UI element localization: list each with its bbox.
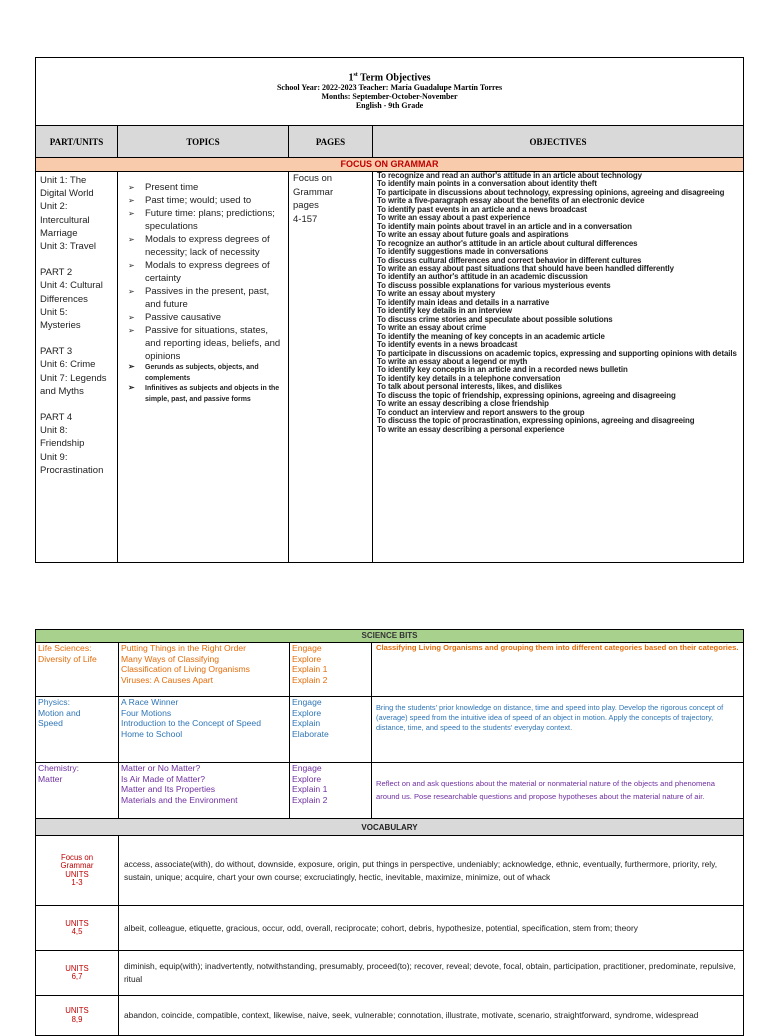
objective-item: To talk about personal interests, likes, and dislikes: [377, 382, 562, 392]
column-header-pages: PAGES: [289, 126, 373, 158]
science-row: [36, 763, 744, 819]
course-line: English - 9th Grade: [355, 101, 424, 111]
grammar-objectives-list: [373, 172, 744, 563]
unit-line: Intercultural: [40, 214, 90, 226]
vocabulary-words: access, associate(with), do without, downside, exposure, origin, put things in perspective, undeniably; acknowledge, ethnic, eventually, furthermore, priority, rely, sustain, unique; acquire, chart your own course; excruciatingly, hectic, inevitable, maximize, minimize, out of whack: [119, 836, 744, 906]
science-row: [36, 697, 744, 763]
vocabulary-label-line: 1-3: [71, 878, 83, 887]
vocabulary-row: [36, 906, 744, 951]
document-title-block: [36, 58, 744, 126]
pages-line: 4-157: [293, 213, 318, 225]
topics-list: [118, 172, 289, 563]
objective-item: To identify main ideas and details in a narrative: [377, 297, 550, 307]
unit-line: Unit 2:: [40, 201, 68, 213]
science-topic: Introduction to the Concept of Speed: [121, 718, 261, 729]
vocabulary-label-line: 4,5: [71, 927, 83, 936]
unit-line: Procrastination: [40, 464, 104, 476]
unit-line: PART 3: [40, 346, 73, 358]
objective-item: To write an essay describing a personal experience: [377, 424, 565, 434]
objective-item: To identify events in a news broadcast: [377, 340, 518, 350]
objective-item: To write an essay about mystery: [377, 289, 496, 299]
science-area: [36, 763, 119, 819]
unit-line: Unit 7: Legends: [40, 372, 107, 384]
vocabulary-label-line: Focus on: [60, 852, 94, 862]
science-stage: Explore: [292, 707, 322, 718]
pages-line: pages: [293, 200, 319, 211]
column-header-objectives: OBJECTIVES: [373, 126, 744, 158]
objective-item: To write an essay about past situations that should have been handled differently: [377, 263, 674, 273]
vocabulary-words: abandon, coincide, compatible, context, likewise, naive, seek, vulnerable; connotation, illustrate, motivate, scenario, straightforward, syndrome, widespread: [119, 996, 744, 1036]
topic-item: ➢ Gerunds as subjects, objects, and complements: [128, 363, 284, 384]
science-stage: Engage: [292, 643, 322, 653]
objective-item: To identify main points about travel in an article and in a conversation: [377, 221, 632, 231]
pages-line: Focus on: [293, 173, 333, 184]
science-vocabulary-table: [35, 629, 744, 1036]
column-header-topics: TOPICS: [118, 126, 289, 158]
units-spacer: [40, 253, 113, 266]
objective-item: To recognize an author's attitude in an article about cultural differences: [377, 238, 638, 248]
science-area: [36, 697, 119, 763]
science-row: [36, 643, 744, 697]
science-stage: Explain 2: [292, 674, 328, 685]
objective-item: To discuss the topic of friendship, expressing opinions, agreeing and disagreeing: [377, 390, 676, 400]
unit-line: and Myths: [40, 385, 84, 397]
objective-item: To discuss crime stories and speculate about possible solutions: [377, 314, 613, 324]
pages-reference: [289, 172, 373, 563]
months-line: Months: September-October-November: [321, 92, 458, 102]
unit-line: Unit 9:: [40, 451, 68, 463]
vocabulary-units-label: [36, 836, 119, 906]
objective-item: To write an essay about crime: [377, 323, 487, 333]
unit-line: PART 4: [40, 412, 73, 424]
topic-item: ➢ Passive causative: [128, 311, 284, 324]
science-topic: A Race Winner: [121, 697, 179, 707]
topic-item: ➢ Passive for situations, states, and reporting ideas, beliefs, and opinions: [128, 324, 284, 363]
objective-item: To identify key details in an interview: [377, 306, 512, 316]
objective-item: To write an essay describing a close friendship: [377, 399, 549, 409]
unit-line: Unit 1: The: [40, 175, 87, 186]
vocabulary-row: [36, 951, 744, 996]
objective-item: To conduct an interview and report answers to the group: [377, 407, 585, 417]
science-stage: Explore: [292, 653, 322, 664]
topic-item: ➢ Infinitives as subjects and objects in the simple, past, and passive forms: [128, 384, 284, 405]
vocabulary-label-line: 6,7: [71, 972, 83, 981]
science-stages: [290, 697, 372, 763]
unit-line: Unit 6: Crime: [40, 359, 96, 371]
science-topics: [119, 643, 290, 697]
science-objective: Classifying Living Organisms and grouping them into different categories based on their categories.: [372, 643, 744, 697]
science-area: [36, 643, 119, 697]
school-year-teacher: School Year: 2022-2023 Teacher: María Guadalupe Martín Torres: [276, 83, 503, 93]
column-header-part-units: PART/UNITS: [36, 126, 118, 158]
vocabulary-label-line: UNITS: [65, 869, 89, 879]
science-stage: Engage: [292, 697, 322, 707]
science-area-line: Motion and: [38, 707, 81, 718]
vocabulary-label-line: 8,9: [71, 1014, 83, 1024]
objective-item: To identify an author's attitude in an academic discussion: [377, 272, 588, 282]
science-topic: Is Air Made of Matter?: [121, 773, 206, 784]
science-topic: Many Ways of Classifying: [121, 653, 220, 664]
vocabulary-units-label: [36, 996, 119, 1036]
units-spacer: [40, 332, 113, 345]
vocabulary-row: [36, 996, 744, 1036]
science-topics: [119, 763, 290, 819]
science-topic: Matter and Its Properties: [121, 784, 216, 795]
science-topics: [119, 697, 290, 763]
section-science-bits: SCIENCE BITS: [36, 630, 744, 643]
objective-item: To write an essay about future goals and aspirations: [377, 230, 569, 240]
science-stage: Explain 1: [292, 664, 328, 675]
topic-item: ➢ Passives in the present, past, and future: [128, 285, 284, 311]
units-list: [36, 172, 118, 563]
science-stage: Engage: [292, 763, 322, 773]
unit-line: Differences: [40, 293, 88, 305]
objective-item: To identify the meaning of key concepts in an academic article: [377, 331, 605, 341]
objective-item: To participate in discussions on academic topics, expressing and supporting opinions with details: [377, 348, 737, 358]
section-focus-on-grammar: FOCUS ON GRAMMAR: [36, 158, 744, 172]
objective-item: To identify key concepts in an article and in a recorded news bulletin: [377, 365, 628, 375]
document-title: 1st Term Objectives: [348, 72, 431, 84]
vocabulary-units-label: [36, 951, 119, 996]
unit-line: Mysteries: [40, 320, 81, 332]
vocabulary-row: [36, 836, 744, 906]
vocabulary-label-line: UNITS: [65, 1006, 89, 1015]
vocabulary-label-line: UNITS: [65, 918, 89, 928]
unit-line: Friendship: [40, 438, 85, 450]
vocabulary-units-label: [36, 906, 119, 951]
science-stage: Elaborate: [292, 728, 329, 739]
science-stages: [290, 643, 372, 697]
science-stage: Explain: [292, 718, 321, 729]
topic-item: ➢ Past time; would; used to: [128, 194, 284, 207]
science-stage: Explain 1: [292, 784, 328, 795]
objective-item: To discuss possible explanations for various mysterious events: [377, 280, 611, 290]
science-objective: Bring the students' prior knowledge on distance, time and speed into play. Develop the rigorous concept of (average) speed from the intuitive idea of speed of an object in motion. Apply the concepts of trajectory, distance, time, and speed to the students' everyday context.: [372, 697, 744, 763]
objective-item: To write an essay about a legend or myth: [377, 356, 528, 366]
pages-line: Grammar: [293, 186, 334, 198]
science-objective: Reflect on and ask questions about the material or nonmaterial nature of the objects and phenomena around us. Pose researchable questions and propose hypotheses about the material nature of air.: [372, 763, 744, 819]
unit-line: Unit 3: Travel: [40, 241, 96, 253]
unit-line: Unit 8:: [40, 425, 68, 437]
science-area-line: Speed: [38, 718, 63, 729]
topic-item: ➢ Modals to express degrees of necessity; lack of necessity: [128, 233, 284, 259]
science-stage: Explore: [292, 773, 322, 784]
vocabulary-label-line: Grammar: [60, 861, 94, 870]
science-area-line: Diversity of Life: [38, 653, 97, 664]
science-topic: Home to School: [121, 728, 183, 739]
objective-item: To identify past events in an article and a news broadcast: [377, 204, 587, 214]
objective-item: To recognize and read an author's attitude in an article about technology: [377, 171, 642, 180]
topic-item: ➢ Present time: [128, 181, 284, 194]
science-stages: [290, 763, 372, 819]
section-vocabulary: VOCABULARY: [36, 819, 744, 836]
science-topic: Matter or No Matter?: [121, 763, 201, 773]
objective-item: To write an essay about a past experience: [377, 213, 531, 223]
science-area-line: Chemistry:: [38, 763, 80, 773]
science-topic: Classification of Living Organisms: [121, 664, 250, 675]
vocabulary-label-line: UNITS: [65, 963, 89, 973]
objective-item: To discuss the topic of procrastination, expressing opinions, agreeing and disagreeing: [377, 416, 695, 426]
science-topic: Materials and the Environment: [121, 794, 238, 805]
objective-item: To identify main points in a conversation about identity theft: [377, 179, 597, 189]
vocabulary-words: diminish, equip(with); inadvertently, notwithstanding, presumably, proceed(to); recover, reveal; devote, focal, obtain, participation, practitioner, predominate, repulsive, ritual: [119, 951, 744, 996]
topic-item: ➢ Modals to express degrees of certainty: [128, 259, 284, 285]
unit-line: Unit 4: Cultural: [40, 280, 103, 292]
vocabulary-words: albeit, colleague, etiquette, gracious, occur, odd, overall, reciprocate; cohort, debris, hypothesize, potential, specification, stem from; theory: [119, 906, 744, 951]
topic-item: ➢ Future time: plans; predictions; speculations: [128, 207, 284, 233]
objective-item: To identify key details in a telephone conversation: [377, 373, 561, 383]
unit-line: PART 2: [40, 267, 73, 279]
science-area-line: Physics:: [38, 697, 70, 707]
science-area-line: Matter: [38, 773, 63, 784]
units-spacer: [40, 398, 113, 411]
objective-item: To write a five-paragraph essay about the benefits of an electronic device: [377, 196, 645, 206]
term-objectives-table: [35, 57, 744, 563]
objective-item: To discuss cultural differences and correct behavior in different cultures: [377, 255, 642, 265]
objective-item: To participate in discussions about technology, expressing opinions, agreeing and disagreeing: [377, 187, 725, 197]
unit-line: Digital World: [40, 188, 94, 200]
objective-item: To identify suggestions made in conversations: [377, 247, 549, 257]
science-topic: Viruses: A Causes Apart: [121, 674, 214, 685]
science-topic: Four Motions: [121, 707, 172, 718]
unit-line: Unit 5:: [40, 306, 68, 318]
science-stage: Explain 2: [292, 794, 328, 805]
science-area-line: Life Sciences:: [38, 643, 92, 653]
science-topic: Putting Things in the Right Order: [121, 643, 246, 653]
unit-line: Marriage: [40, 227, 78, 239]
